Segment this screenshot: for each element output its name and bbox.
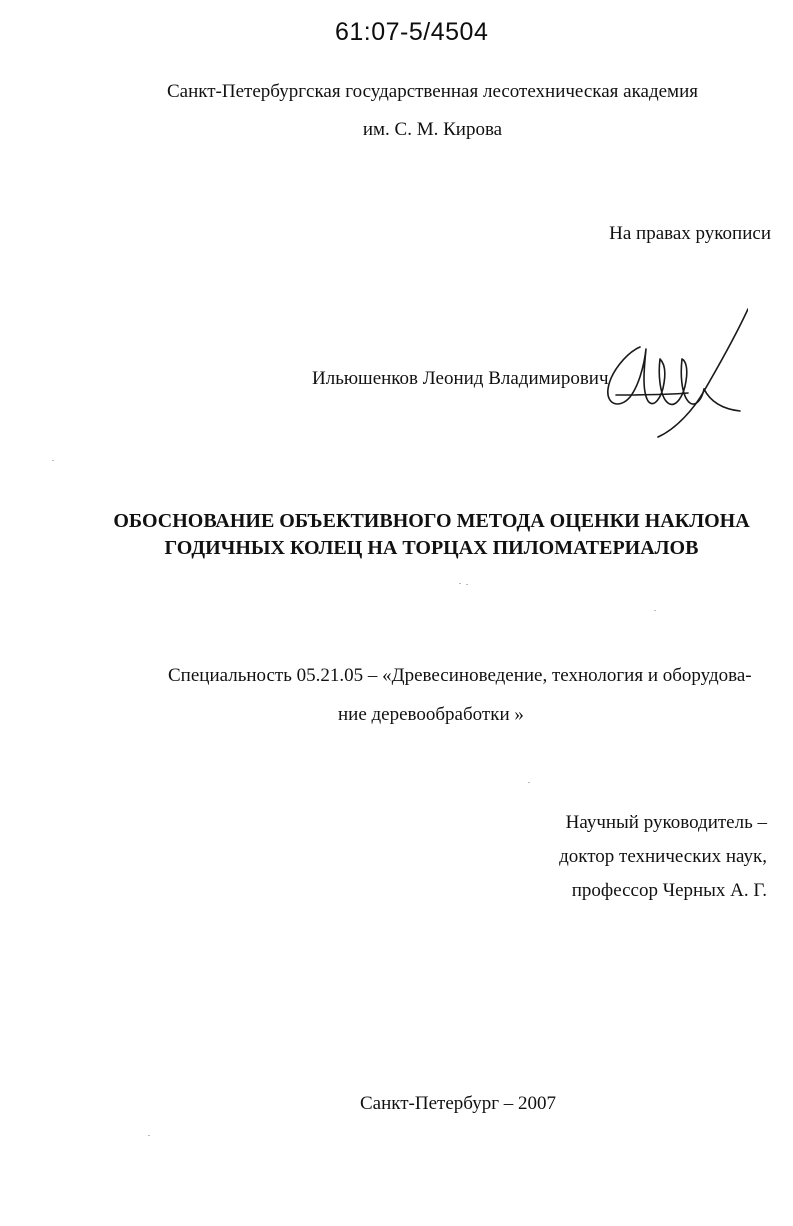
- scan-speck: [459, 583, 461, 584]
- author-name: Ильюшенков Леонид Владимирович: [312, 368, 609, 389]
- scan-speck: [654, 610, 656, 611]
- institution-patron: им. С. М. Кирова: [362, 119, 503, 140]
- supervisor-block: [559, 806, 767, 908]
- archive-code: 61:07-5/4504: [335, 18, 489, 46]
- scan-speck: [52, 460, 54, 461]
- supervisor-name: профессор Черных А. Г.: [571, 880, 767, 901]
- institution-name: Санкт-Петербургская государственная лесотехническая академия: [167, 81, 698, 102]
- scan-speck: [466, 584, 468, 585]
- rights-note: На правах рукописи: [609, 223, 771, 244]
- specialty-line-2: ние деревообработки »: [338, 704, 524, 725]
- title-line-2: ГОДИЧНЫХ КОЛЕЦ НА ТОРЦАХ ПИЛОМАТЕРИАЛОВ: [164, 537, 699, 559]
- scan-speck: [148, 1135, 150, 1136]
- dissertation-title: [0, 508, 793, 562]
- city-year: Санкт-Петербург – 2007: [360, 1093, 557, 1114]
- signature-graphic: [598, 305, 748, 440]
- scan-speck: [528, 782, 530, 783]
- specialty-line-1: Специальность 05.21.05 – «Древесиноведение, технология и оборудова-: [168, 665, 752, 686]
- title-line-1: ОБОСНОВАНИЕ ОБЪЕКТИВНОГО МЕТОДА ОЦЕНКИ НАКЛОНА: [113, 510, 750, 532]
- supervisor-role: Научный руководитель –: [565, 812, 767, 833]
- institution-block: [0, 73, 793, 149]
- supervisor-degree: доктор технических наук,: [559, 846, 767, 867]
